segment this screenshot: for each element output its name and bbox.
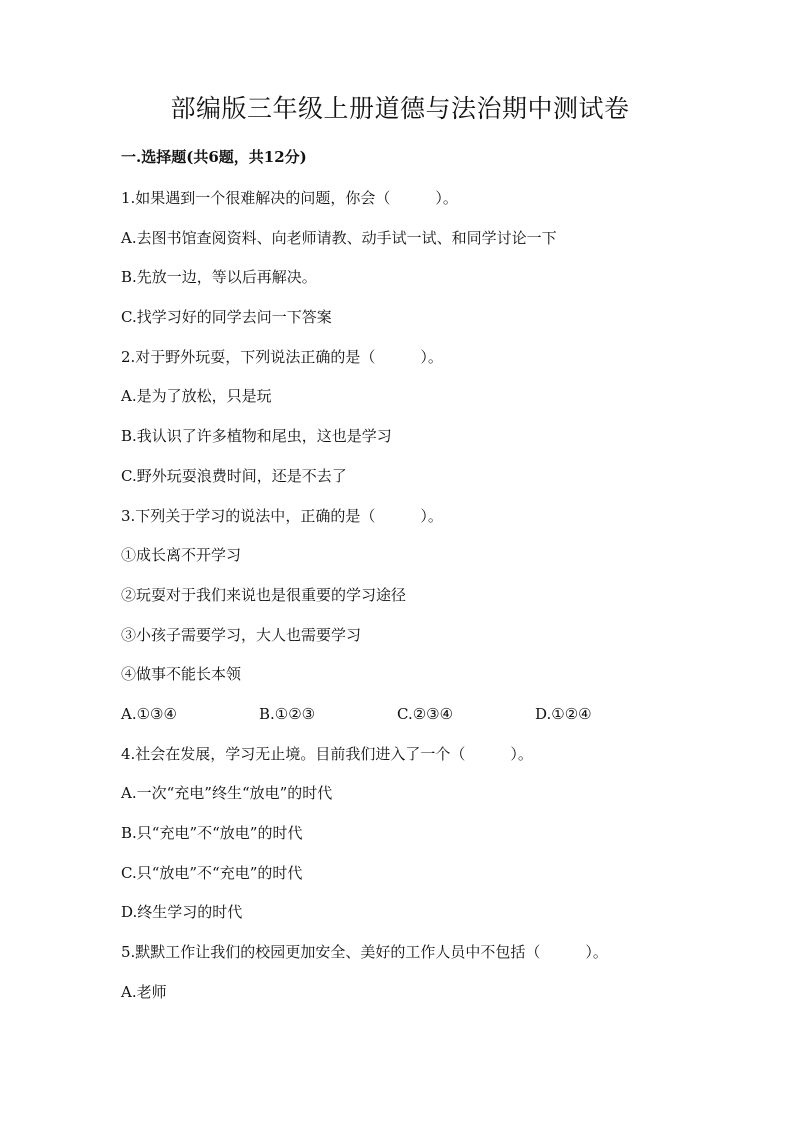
option-item: A.一次“充电”终生“放电”的时代 bbox=[121, 784, 333, 803]
option-item: A.老师 bbox=[121, 982, 167, 1001]
option-item: A.是为了放松，只是玩 bbox=[121, 387, 272, 406]
option-item: C.只“放电”不“充电”的时代 bbox=[121, 863, 303, 882]
question-stem: 3.下列关于学习的说法中，正确的是（ ）。 bbox=[121, 506, 443, 525]
option-item: C.找学习好的同学去问一下答案 bbox=[121, 308, 332, 327]
option-item: B.先放一边，等以后再解决。 bbox=[121, 268, 317, 287]
statement-item: ②玩耍对于我们来说也是很重要的学习途径 bbox=[121, 585, 407, 604]
option-item: C.野外玩耍浪费时间，还是不去了 bbox=[121, 466, 347, 485]
question-stem: 2.对于野外玩耍，下列说法正确的是（ ）。 bbox=[121, 347, 443, 366]
option-item: B.①②③ bbox=[259, 704, 316, 723]
question-list bbox=[121, 187, 721, 1020]
option-row bbox=[121, 703, 721, 743]
option-item: B.我认识了许多植物和尾虫，这也是学习 bbox=[121, 427, 392, 446]
option-item: D.终生学习的时代 bbox=[121, 903, 243, 922]
option-item: D.①②④ bbox=[535, 704, 592, 723]
statement-item: ①成长离不开学习 bbox=[121, 546, 242, 565]
question-stem: 4.社会在发展，学习无止境。目前我们进入了一个（ ）。 bbox=[121, 744, 533, 763]
option-item: C.②③④ bbox=[397, 704, 454, 723]
section-heading: 一.选择题(共6题，共12分) bbox=[121, 148, 307, 166]
option-item: A.去图书馆查阅资料、向老师请教、动手试一试、和同学讨论一下 bbox=[121, 228, 557, 247]
question-stem: 5.默默工作让我们的校园更加安全、美好的工作人员中不包括（ ）。 bbox=[121, 943, 608, 962]
statement-item: ④做事不能长本领 bbox=[121, 665, 242, 684]
option-item: B.只“充电”不“放电”的时代 bbox=[121, 824, 303, 842]
statement-item: ③小孩子需要学习，大人也需要学习 bbox=[121, 625, 362, 644]
question-stem: 1.如果遇到一个很难解决的问题，你会（ ）。 bbox=[121, 189, 458, 207]
option-item: A.①③④ bbox=[121, 704, 177, 723]
exam-title: 部编版三年级上册道德与法治期中测试卷 bbox=[170, 94, 630, 123]
